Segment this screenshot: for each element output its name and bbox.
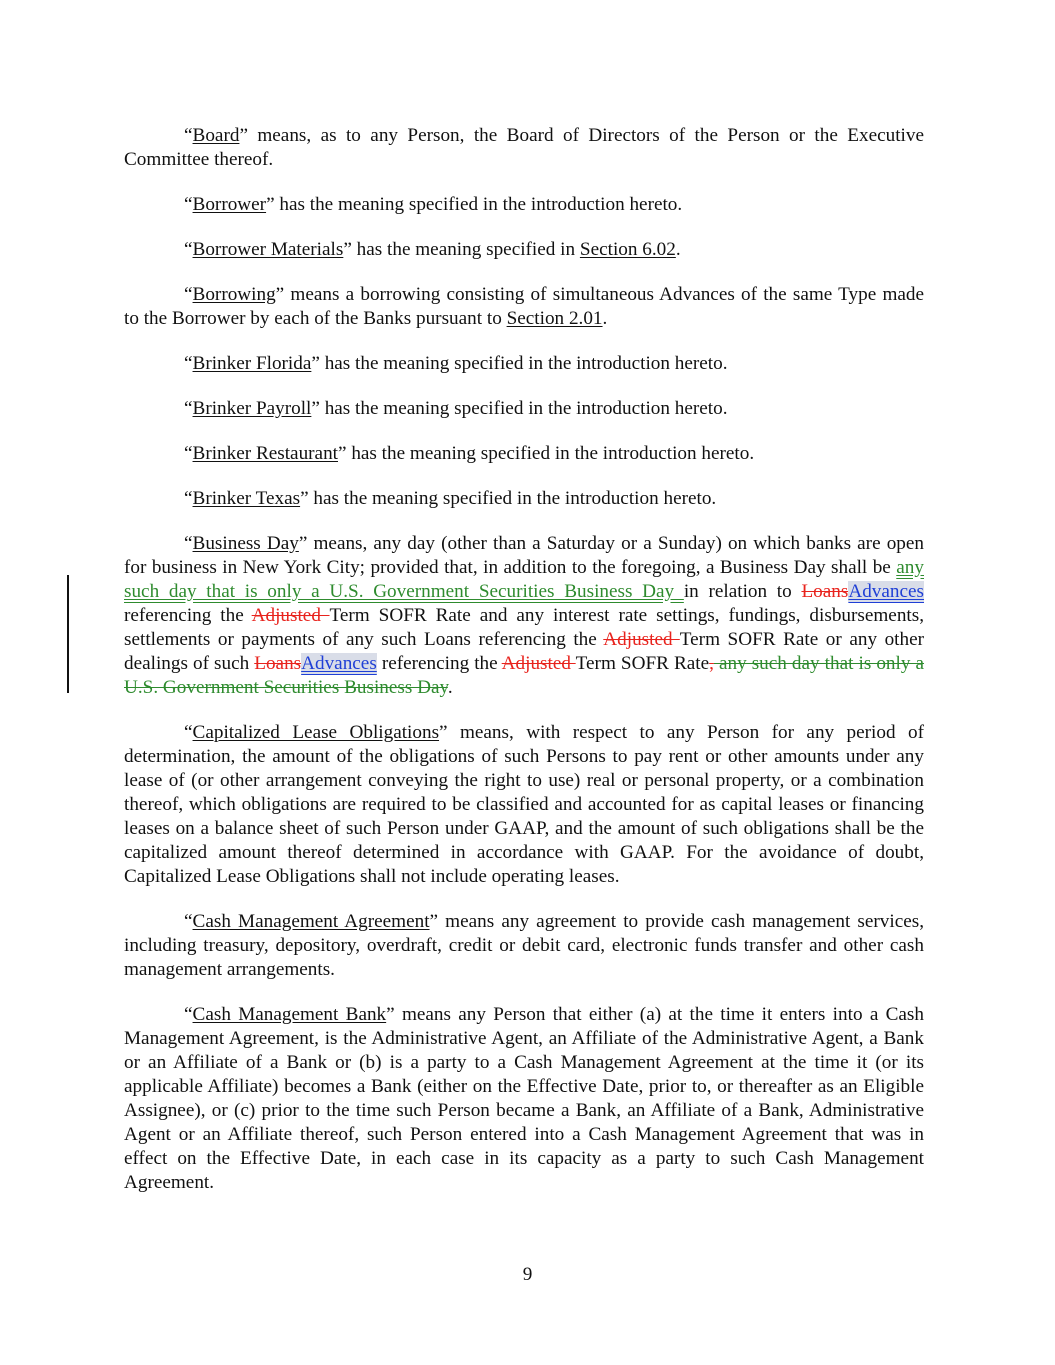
text: “ xyxy=(184,239,193,260)
text: ” means, with respect to any Person for any period of determination, the amount of the obligations of such Persons to pay rent or other amounts under any lease of (or other arrangement conveying the right to use) real or personal property, or a combination thereof, which obligations are required to be classified and accounted for as capital leases or financing leases on a balance sheet of such Person under GAAP, and the amount of such obligations shall be the capitalized amount thereof determined in accordance with GAAP. For the avoidance of doubt, Capitalized Lease Obligations shall not include operating leases. xyxy=(124,722,924,887)
definition-paragraph xyxy=(124,397,924,421)
document-body xyxy=(124,124,924,1216)
text: ” has the meaning specified in the introduction hereto. xyxy=(300,488,717,509)
deleted-text: Loans xyxy=(801,581,849,602)
text: ” means any Person that either (a) at the time it enters into a Cash Management Agreement, is the Administrative Agent, an Affiliate of the Administrative Agent, a Bank or an Affiliate of a Bank or (b) is a party to a Cash Management Agreement at the time it (or its applicable Affiliate) becomes a Bank (either on the Effective Date, prior to, or thereafter as an Eligible Assignee), or (c) prior to the time such Person became a Bank, an Affiliate of a Bank, Administrative Agent or an Affiliate thereof, such Person entered into a Cash Management Agreement that was in effect on the Effective Date, in each case in its capacity as a party to such Cash Management Agreement. xyxy=(124,1004,924,1193)
inserted-advances: Advances xyxy=(301,653,377,674)
text: “ xyxy=(184,1004,193,1025)
text: “ xyxy=(184,443,193,464)
text: ” has the meaning specified in the introduction hereto. xyxy=(338,443,755,464)
text: ” means any agreement to provide cash management services, including treasury, depository, overdraft, credit or debit card, electronic funds transfer and other cash management arrangements. xyxy=(124,911,925,980)
definition-paragraph xyxy=(124,532,924,700)
definition-paragraph xyxy=(124,238,924,262)
deleted-text: , xyxy=(709,653,714,674)
text: Term SOFR Rate and any interest rate settings, fundings, disbursements, settlements or payments of any such Loans referencing the xyxy=(124,605,925,650)
defined-term: Section 6.02 xyxy=(579,239,676,260)
deleted-text: Adjusted xyxy=(603,629,680,650)
defined-term: Borrower xyxy=(192,194,267,215)
text: “ xyxy=(184,488,193,509)
deleted-text: Adjusted xyxy=(501,653,576,674)
text: “ xyxy=(184,284,193,305)
text: in relation to xyxy=(683,581,802,602)
text: Term SOFR Rate or any other dealings of such xyxy=(124,629,925,674)
definition-paragraph xyxy=(124,721,924,889)
text: “ xyxy=(184,125,193,146)
defined-term: Borrower Materials xyxy=(192,239,344,260)
text: ” has the meaning specified in the introduction hereto. xyxy=(311,398,728,419)
definition-paragraph xyxy=(124,283,924,331)
definition-paragraph xyxy=(124,910,924,982)
defined-term: Capitalized Lease Obligations xyxy=(192,722,440,743)
definition-paragraph xyxy=(124,487,924,511)
defined-term: Section 2.01 xyxy=(506,308,603,329)
page-number: 9 xyxy=(522,1264,533,1285)
definition-paragraph xyxy=(124,352,924,376)
defined-term: Cash Management Agreement xyxy=(192,911,430,932)
text: ” has the meaning specified in the introduction hereto. xyxy=(266,194,683,215)
text: ” has the meaning specified in xyxy=(343,239,580,260)
definition-paragraph xyxy=(124,442,924,466)
defined-term: Cash Management Bank xyxy=(192,1004,387,1025)
defined-term: Brinker Payroll xyxy=(192,398,312,419)
text: “ xyxy=(184,533,193,554)
text: “ xyxy=(184,194,193,215)
text: referencing the xyxy=(124,605,252,626)
definition-paragraph xyxy=(124,1003,924,1195)
defined-term: Board xyxy=(192,125,240,146)
text: ” means a borrowing consisting of simultaneous Advances of the same Type made to the Borrower by each of the Banks pursuant to xyxy=(124,284,924,329)
defined-term: Brinker Restaurant xyxy=(192,443,338,464)
deleted-text: Loans xyxy=(254,653,302,674)
defined-term: Business Day xyxy=(192,533,299,554)
text: “ xyxy=(184,722,193,743)
text: ” means, as to any Person, the Board of Directors of the Person or the Executive Committee thereof. xyxy=(124,125,924,170)
text: Term SOFR Rate xyxy=(575,653,710,674)
inserted-text: any such day that is only a U.S. Government Securities Business Day xyxy=(124,557,924,602)
text: . xyxy=(602,308,608,329)
text: referencing the xyxy=(376,653,502,674)
text: . xyxy=(675,239,681,260)
inserted-advances: Advances xyxy=(848,581,925,602)
text: . xyxy=(447,677,453,698)
text: ” means, any day (other than a Saturday or a Sunday) on which banks are open for business in New York City; provided that, in addition to the foregoing, a Business Day shall be xyxy=(124,533,925,578)
definition-paragraph xyxy=(124,124,924,172)
deleted-text: Adjusted xyxy=(251,605,330,626)
text: “ xyxy=(184,398,193,419)
text: “ xyxy=(184,353,193,374)
text: ” has the meaning specified in the introduction hereto. xyxy=(311,353,728,374)
text: “ xyxy=(184,911,193,932)
defined-term: Brinker Florida xyxy=(192,353,312,374)
defined-term: Borrowing xyxy=(192,284,276,305)
definition-paragraph xyxy=(124,193,924,217)
revision-change-bar xyxy=(67,575,69,693)
defined-term: Brinker Texas xyxy=(192,488,301,509)
moved-deleted-text: any such day that is only a U.S. Government Securities Business Day xyxy=(124,653,925,698)
